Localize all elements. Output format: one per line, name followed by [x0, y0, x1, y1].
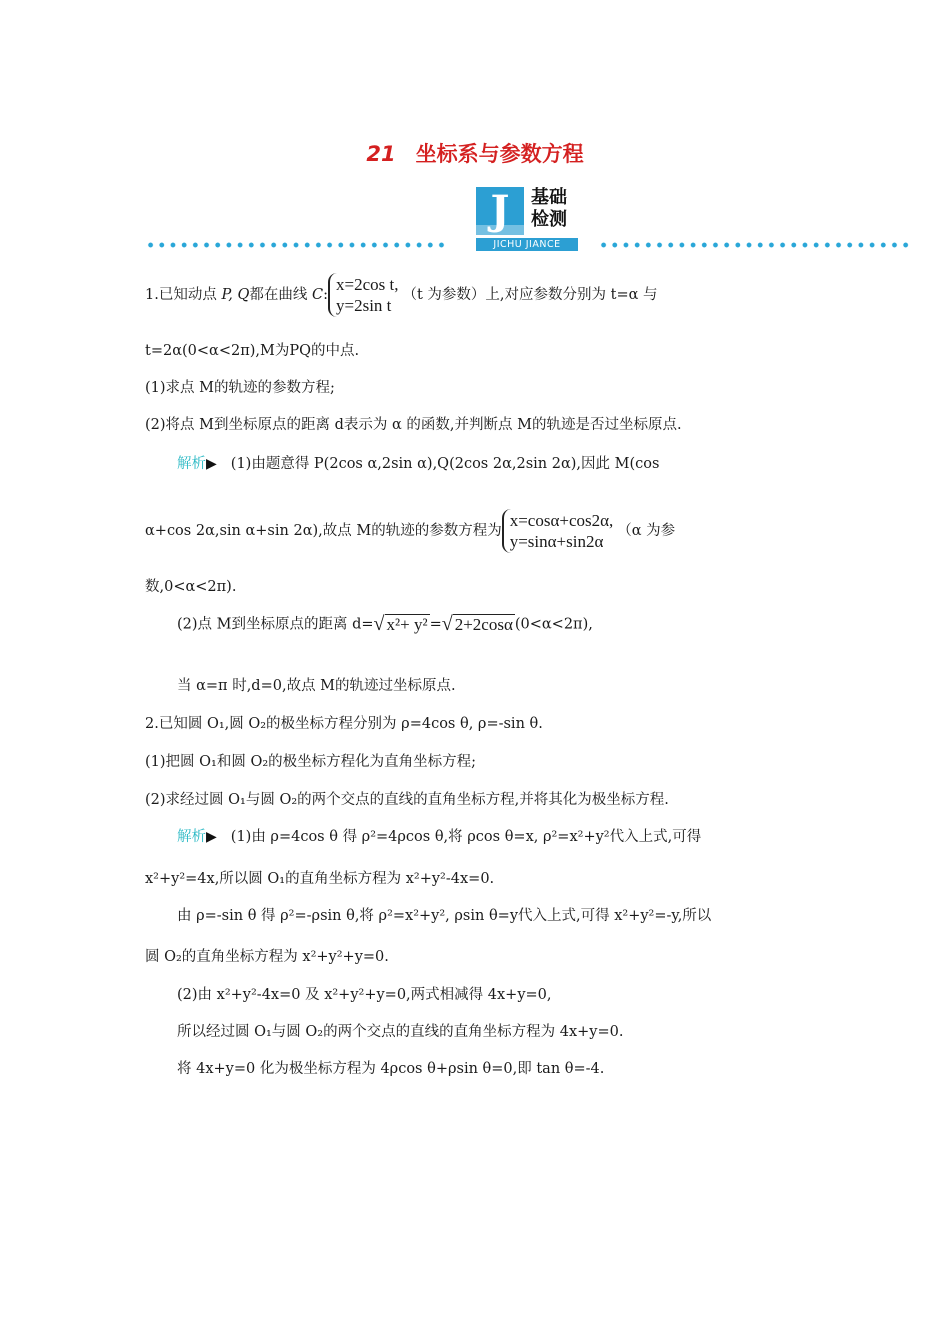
q1-ans-l2a: α+cos 2α,sin α+sin 2α),故点 M的轨迹的参数方程为	[145, 523, 502, 539]
q2-part2: (2)求经过圆 O₁与圆 O₂的两个交点的直线的直角坐标方程,并将其化为极坐标方程.	[145, 792, 669, 808]
q1-after-sys: （t 为参数）上,对应参数分别为 t=α 与	[402, 287, 658, 303]
radical-1: √ x²+ y²	[373, 613, 428, 635]
q1-ans-sys1: x=cosα+cos2α,	[509, 511, 614, 530]
page-title	[0, 138, 950, 168]
q2-part1: (1)把圆 O₁和圆 O₂的极坐标方程化为直角坐标方程;	[145, 754, 477, 770]
q2-answer-line3: 由 ρ=-sin θ 得 ρ²=-ρsin θ,将 ρ²=x²+y², ρsin θ=y代入上式,可得 x²+y²=-y,所以	[177, 908, 712, 924]
q1-ans-l4a: (2)点 M到坐标原点的距离 d=	[177, 616, 374, 633]
q1-intro	[145, 273, 658, 317]
triangle-icon: ▶	[206, 829, 217, 845]
title-number: 21	[366, 142, 396, 166]
q1-ans-l2b: （α 为参	[617, 523, 676, 539]
q1-colon: :	[323, 287, 328, 303]
q2-a1: (1)由 ρ=4cos θ 得 ρ²=4ρcos θ,将 ρcos θ=x, ρ²=x²+y²代入上式,可得	[230, 829, 702, 845]
radical-2: √ 2+2cosα	[441, 613, 513, 635]
q1-intro-a: 1.已知动点	[145, 287, 222, 303]
q2-intro: 2.已知圆 O₁,圆 O₂的极坐标方程分别为 ρ=4cos θ, ρ=-sin θ.	[145, 716, 543, 732]
radical-2-body: 2+2cosα	[454, 615, 513, 634]
dotted-divider-right	[598, 242, 910, 248]
section-badge	[476, 187, 578, 253]
q2-answer-line7: 将 4x+y=0 化为极坐标方程为 4ρcos θ+ρsin θ=0,即 tan θ=-4.	[177, 1061, 605, 1077]
q2-answer-line6: 所以经过圆 O₁与圆 O₂的两个交点的直线的直角坐标方程为 4x+y=0.	[177, 1024, 624, 1040]
radical-1-body: x²+ y²	[386, 615, 428, 634]
q1-curve: C	[312, 287, 324, 303]
badge-cn-line2: 检测	[531, 209, 567, 230]
q1-parametric-system	[328, 273, 402, 317]
q1-ans-l1: (1)由题意得 P(2cos α,2sin α),Q(2cos 2α,2sin 2α),因此 M(cos	[230, 456, 660, 472]
badge-cn-line1: 基础	[531, 187, 567, 208]
q2-answer-line2: x²+y²=4x,所以圆 O₁的直角坐标方程为 x²+y²-4x=0.	[145, 871, 495, 887]
q1-intro-b: 都在曲线	[249, 287, 312, 303]
badge-letter: J	[476, 187, 524, 235]
q1-part1: (1)求点 M的轨迹的参数方程;	[145, 380, 335, 396]
q1-ans-sys2: y=sinα+sin2α	[509, 532, 604, 551]
q1-line2: t=2α(0<α<2π),M为PQ的中点.	[145, 343, 360, 359]
q1-ans-l4b: (0<α<2π),	[514, 616, 593, 633]
q2-answer-line4: 圆 O₂的直角坐标方程为 x²+y²+y=0.	[145, 949, 389, 965]
q1-answer-line3: 数,0<α<2π).	[145, 579, 237, 595]
answer-label: 解析	[177, 456, 206, 472]
dotted-divider-left	[145, 242, 450, 248]
q1-sys-line2: y=2sin t	[336, 296, 392, 315]
q1-answer-line1	[177, 454, 659, 474]
q1-answer-line2	[145, 509, 675, 553]
q1-answer-line5: 当 α=π 时,d=0,故点 M的轨迹过坐标原点.	[177, 678, 456, 694]
q2-answer-line5: (2)由 x²+y²-4x=0 及 x²+y²+y=0,两式相减得 4x+y=0,	[177, 987, 552, 1003]
q1-part2: (2)将点 M到坐标原点的距离 d表示为 α 的函数,并判断点 M的轨迹是否过坐标原点.	[145, 417, 682, 433]
triangle-icon: ▶	[206, 456, 217, 472]
q1-answer-system	[502, 509, 618, 553]
q1-vars: P, Q	[221, 287, 250, 303]
q1-sys-line1: x=2cos t,	[336, 275, 399, 294]
q1-answer-line4	[177, 614, 593, 635]
title-text: 坐标系与参数方程	[415, 142, 584, 166]
q2-answer-line1	[177, 827, 701, 847]
badge-title	[531, 187, 567, 231]
badge-en: JICHU JIANCE	[476, 238, 578, 251]
q1-equals: =	[429, 616, 442, 633]
answer-label: 解析	[177, 829, 206, 845]
